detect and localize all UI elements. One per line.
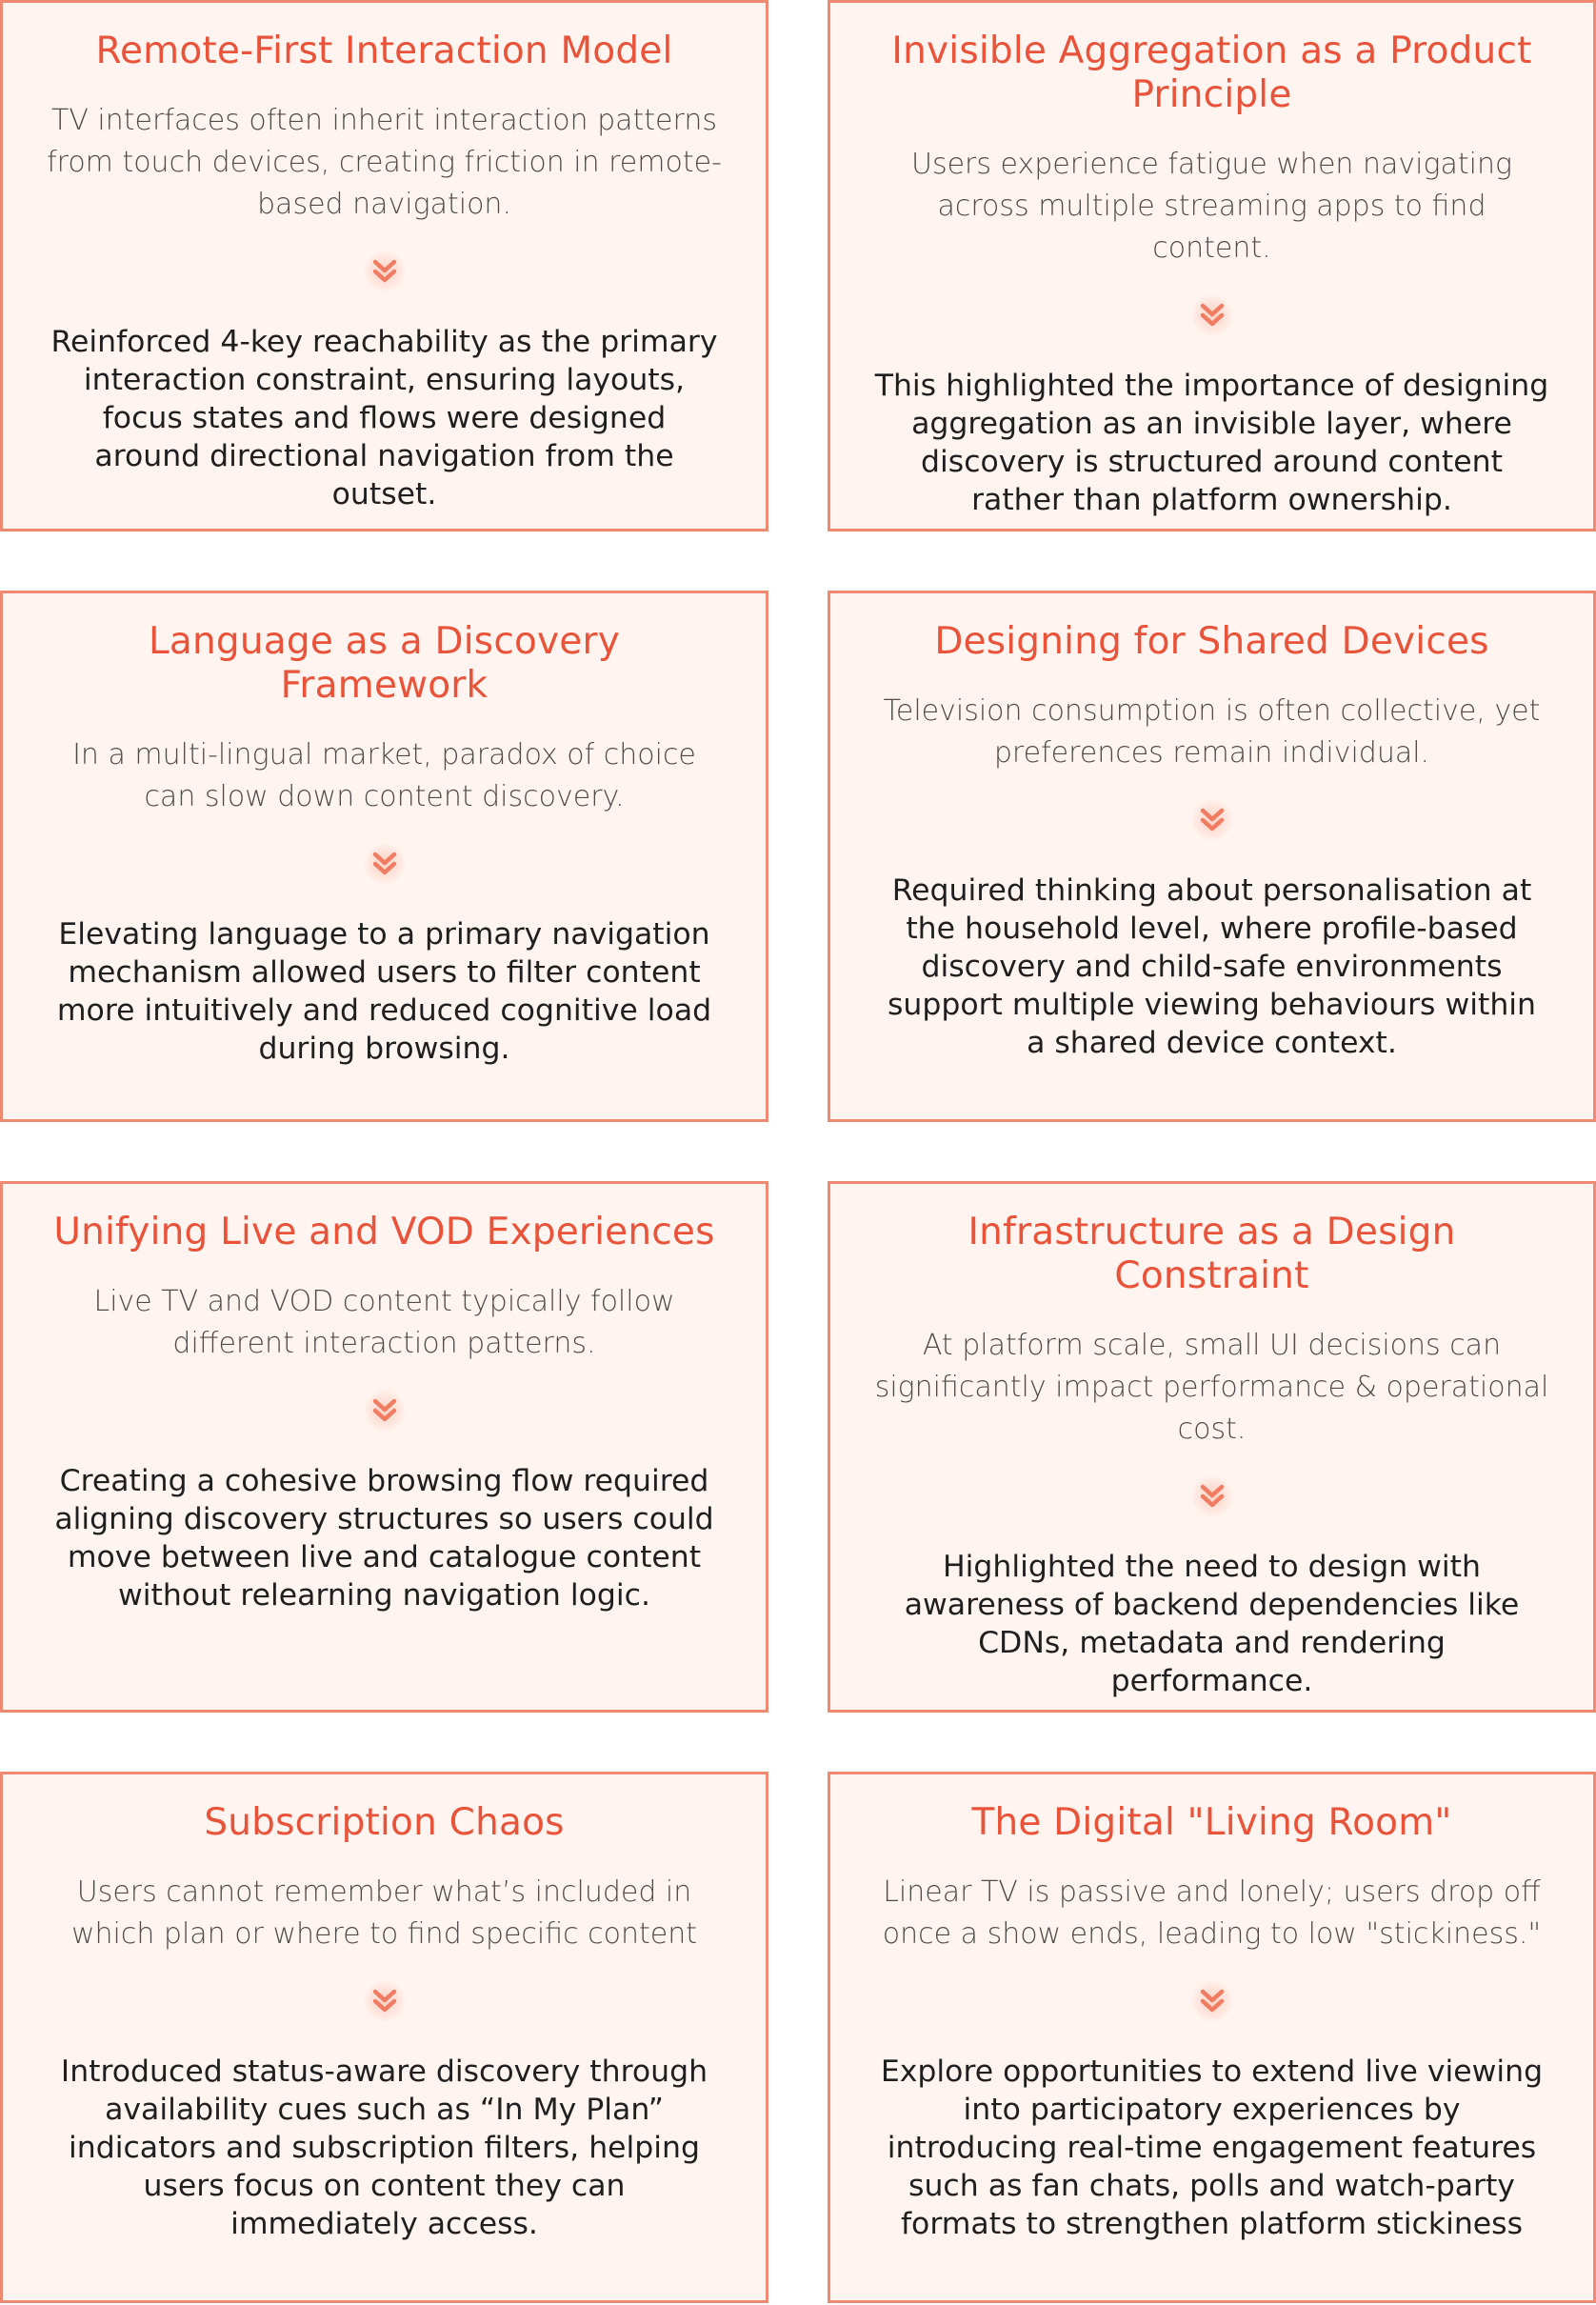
card-solution-text: Elevating language to a primary navigation mechanism allowed users to filter content more intuitively and reduced cognitive load during browsing. <box>56 917 712 1066</box>
card-problem-text: At platform scale, small UI decisions can significantly impact performance & operational cost. <box>874 1329 1549 1446</box>
card-solution-text: This highlighted the importance of designing aggregation as an invisible layer, where discovery is structured around content rather than platform ownership. <box>874 369 1549 517</box>
double-chevron-down-icon <box>364 1980 406 2022</box>
card-problem-text: TV interfaces often inherit interaction patterns from touch devices, creating friction in remote-based navigation. <box>47 104 722 221</box>
card-title: Invisible Aggregation as a Product Principle <box>891 30 1532 116</box>
card-title: Unifying Live and VOD Experiences <box>53 1211 715 1253</box>
card-title: Language as a Discovery Framework <box>148 620 621 707</box>
card-problem-text: In a multi-lingual market, paradox of choice can slow down content discovery. <box>72 738 696 813</box>
insight-card-live-vod <box>0 1181 768 1713</box>
card-title: Subscription Chaos <box>204 1801 565 1844</box>
card-problem-text: Television consumption is often collective, yet preferences remain individual. <box>883 694 1541 770</box>
double-chevron-down-icon <box>1191 1475 1233 1517</box>
insight-card-remote-first <box>0 0 768 531</box>
card-solution-text: Highlighted the need to design with awareness of backend dependencies like CDNs, metadata and rendering performance. <box>904 1550 1520 1698</box>
card-solution-text: Creating a cohesive browsing flow required aligning discovery structures so users could move between live and catalogue content without relearning navigation logic. <box>54 1464 714 1613</box>
insight-card-language-discovery <box>0 591 768 1122</box>
insight-card-shared-devices <box>828 591 1596 1122</box>
card-solution-text: Explore opportunities to extend live viewing into participatory experiences by introducing real-time engagement features such as fan chats, polls and watch-party formats to strengthen platform stickiness <box>880 2054 1544 2241</box>
card-problem-text: Live TV and VOD content typically follow different interaction patterns. <box>93 1285 675 1360</box>
card-solution-text: Required thinking about personalisation at the household level, where profile-based discovery and child-safe environments support multiple viewing behaviours within a shared device context. <box>887 873 1537 1060</box>
card-title: The Digital "Living Room" <box>971 1801 1452 1844</box>
insight-card-digital-living-room <box>828 1772 1596 2303</box>
card-solution-text: Reinforced 4-key reachability as the primary interaction constraint, ensuring layouts, focus states and flows were designed around directional navigation from the outset. <box>50 325 718 511</box>
card-solution-text: Introduced status-aware discovery through availability cues such as “In My Plan” indicators and subscription filters, helping users focus on content they can immediately access. <box>60 2054 708 2241</box>
card-problem-text: Users cannot remember what’s included in which plan or where to find specific content <box>70 1875 698 1951</box>
double-chevron-down-icon <box>1191 1980 1233 2022</box>
double-chevron-down-icon <box>364 251 406 292</box>
double-chevron-down-icon <box>1191 294 1233 336</box>
card-title: Remote-First Interaction Model <box>95 30 673 72</box>
double-chevron-down-icon <box>1191 799 1233 841</box>
double-chevron-down-icon <box>364 1390 406 1432</box>
insight-card-infrastructure <box>828 1181 1596 1713</box>
card-title: Designing for Shared Devices <box>934 620 1489 663</box>
card-problem-text: Linear TV is passive and lonely; users drop off once a show ends, leading to low "stickiness." <box>882 1875 1542 1951</box>
insight-card-invisible-aggregation <box>828 0 1596 531</box>
double-chevron-down-icon <box>364 843 406 885</box>
insight-card-subscription-chaos <box>0 1772 768 2303</box>
card-problem-text: Users experience fatigue when navigating across multiple streaming apps to find content. <box>911 148 1512 265</box>
card-title: Infrastructure as a Design Constraint <box>968 1211 1456 1297</box>
